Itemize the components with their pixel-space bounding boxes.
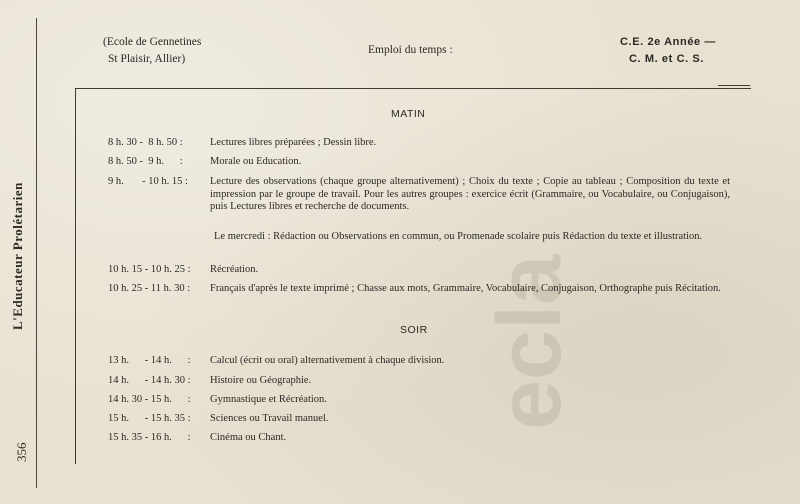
row-time: 13 h. - 14 h. : [108, 355, 191, 366]
row-text: Histoire ou Géographie. [210, 375, 312, 386]
row-time: 8 h. 50 - 9 h. : [108, 156, 183, 167]
afternoon-heading: SOIR [400, 324, 428, 336]
row-time: 14 h. 30 - 15 h. : [108, 394, 191, 405]
bleed-through-print: ecla [480, 254, 580, 430]
row-time: 8 h. 30 - 8 h. 50 : [108, 137, 183, 148]
row-time: 9 h. - 10 h. 15 : [108, 176, 188, 187]
morning-heading: MATIN [391, 108, 426, 120]
row-text: Lecture des observations (chaque groupe alternativement) ; Choix du texte ; Copie au tableau ; Composition du texte et impression par le groupe de travail. Pour les autres groupes : exercice écrit (Grammaire, ou Vocabulaire, ou Conjugaison), puis Lectures libres et recherche de documents. [210, 176, 730, 212]
row-time: 14 h. - 14 h. 30 : [108, 375, 191, 386]
row-text: Morale ou Education. [210, 156, 302, 167]
class-line-1: C.E. 2e Année — [620, 36, 717, 48]
document-title: Emploi du temps : [368, 44, 453, 56]
row-text: Cinéma ou Chant. [210, 432, 287, 443]
class-levels [620, 34, 716, 68]
row-text: Lectures libres préparées ; Dessin libre. [210, 137, 377, 148]
page: ecla L'Educateur Prolétarien 356 (Ecole de Gennetines St Plaisir, Allier) Emploi du temps : C.E. 2e Année — C. M. et C. S. MATIN 8 h. 30 - 8 h. 50 : Lectures libres préparées ; Dessin libre. 8 h. 50 - 9 h. : Morale ou Education. 9 h. - 10 h. 15 : Lecture des observations (chaque groupe alternativement) ; Choix du texte ; Copie au tableau ; Composition du texte et impression par le groupe de travail. Pour les autres groupes : exercice écrit (Grammaire, ou Vocabulaire, ou Conjugaison), puis Lectures libres et recherche de documents. Le mercredi : Rédaction ou Observations en commun, ou Promenade scolaire puis Rédaction du texte et illustration. 10 h. 15 - 10 h. 25 : Récréation. 10 h. 25 - 11 h. 30 : Français d'après le texte imprimé ; Chasse aux mots, Grammaire, Vocabulaire, Conjugaison, Orthographe puis Récitation. SOIR 13 h. - 14 h. : Calcul (écrit ou oral) alternativement à chaque division. 14 h. - 14 h. 30 : Histoire ou Géographie. 14 h. 30 - 15 h. : Gymnastique et Récréation. 15 h. - 15 h. 35 : Sciences ou Travail manuel. 15 h. 35 - 16 h. : Cinéma ou Chant. [0, 0, 800, 504]
row-text: Le mercredi : Rédaction ou Observations en commun, ou Promenade scolaire puis Rédaction du texte et illustration. [214, 231, 703, 242]
row-text: Récréation. [210, 264, 259, 275]
school-line-1: (Ecole de Gennetines [103, 36, 202, 48]
school-address [103, 34, 201, 68]
row-text: Gymnastique et Récréation. [210, 394, 327, 405]
row-time: 10 h. 15 - 10 h. 25 : [108, 264, 191, 275]
row-text: Sciences ou Travail manuel. [210, 413, 329, 424]
class-line-2: C. M. et C. S. [629, 53, 705, 65]
frame-tick [718, 85, 750, 86]
row-text: Calcul (écrit ou oral) alternativement à chaque division. [210, 355, 445, 366]
row-text: Français d'après le texte imprimé ; Chasse aux mots, Grammaire, Vocabulaire, Conjugaison, Orthographe puis Récitation. [210, 283, 721, 294]
school-line-2: St Plaisir, Allier) [108, 53, 186, 65]
row-time: 15 h. 35 - 16 h. : [108, 432, 191, 443]
margin-rule [36, 18, 37, 488]
row-time: 15 h. - 15 h. 35 : [108, 413, 191, 424]
row-time: 10 h. 25 - 11 h. 30 : [108, 283, 191, 294]
